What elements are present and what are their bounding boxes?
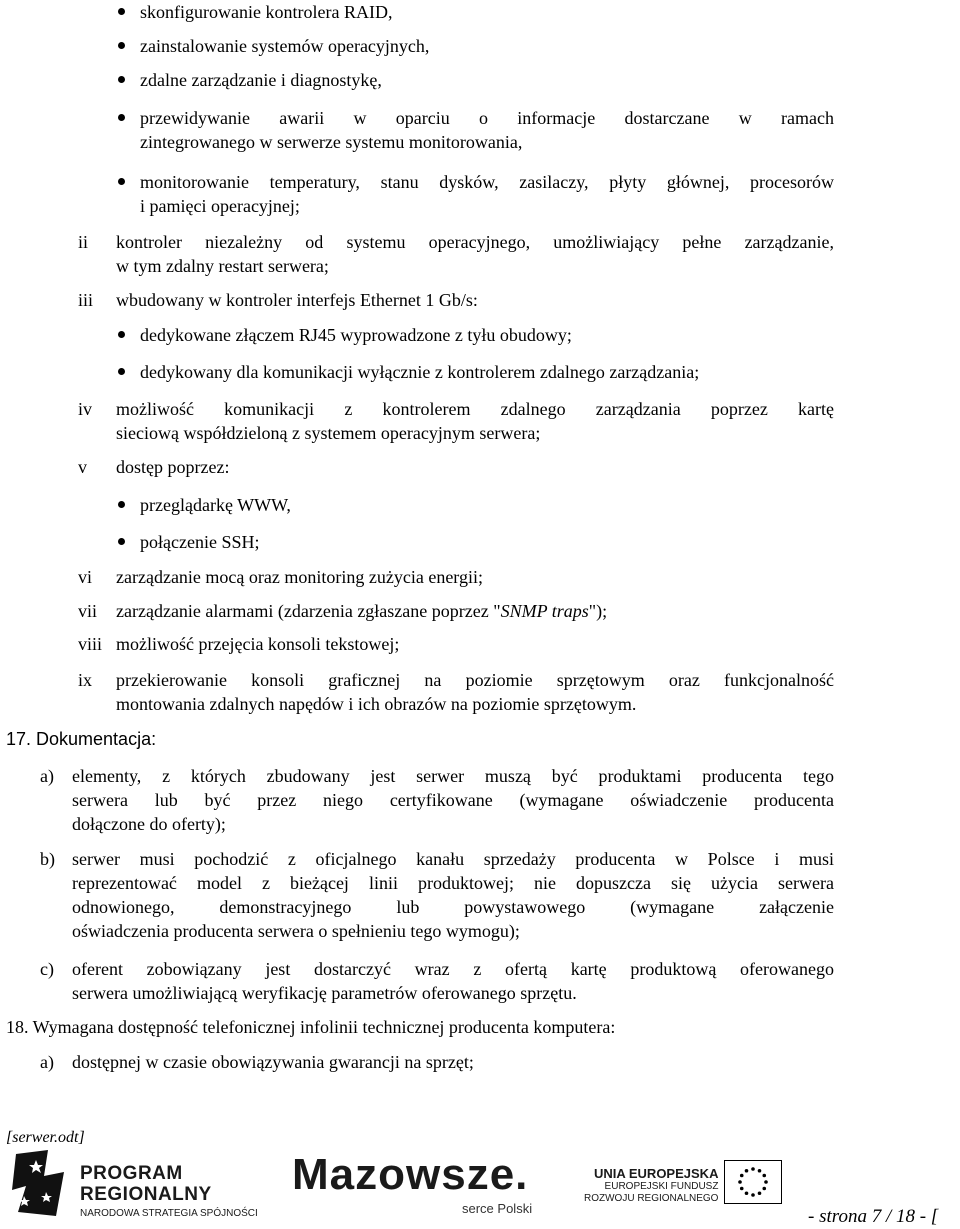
text-line: przewidywanie awarii w oparciu o informacje dostarczane w ramach <box>140 108 834 128</box>
bullet-dot <box>118 76 125 83</box>
text-line: reprezentować model z bieżącej linii produktowej; nie dopuszcza się użycia serwera <box>72 873 834 893</box>
item-marker: c) <box>40 959 54 979</box>
text-line: serwer musi pochodzić z oficjalnego kanału sprzedaży producenta w Polsce i musi <box>72 849 834 869</box>
text-line: monitorowanie temperatury, stanu dysków, zasilaczy, płyty głównej, procesorów <box>140 172 834 192</box>
sub-bullet-item: połączenie SSH; <box>140 532 260 552</box>
text-line: i pamięci operacyjnej; <box>140 196 300 216</box>
mazowsze-tagline: serce Polski <box>462 1201 533 1216</box>
logo-text: UNIA EUROPEJSKA <box>593 1166 719 1181</box>
text-line: zintegrowanego w serwerze systemu monitorowania, <box>140 132 523 152</box>
roman-marker: iii <box>78 290 94 310</box>
eu-star-icon <box>751 1193 755 1197</box>
eu-star-icon <box>762 1174 766 1178</box>
bullet-item <box>140 106 834 154</box>
section-heading: 18. Wymagana dostępność telefonicznej infolinii technicznej producenta komputera: <box>6 1017 616 1037</box>
text-line: możliwość komunikacji z kontrolerem zdalnego zarządzania poprzez kartę <box>116 399 834 419</box>
bullet-dot <box>118 538 125 545</box>
logo-text: PROGRAM <box>80 1163 183 1184</box>
text-line: oświadczenia producenta serwera o spełnieniu tego wymogu); <box>72 921 520 941</box>
bullet-dot <box>118 42 125 49</box>
text-line: w tym zdalny restart serwera; <box>116 256 329 276</box>
footer-filename: [serwer.odt] <box>6 1129 85 1146</box>
mazowsze-logo: Mazowsze. <box>292 1150 529 1199</box>
roman-marker: vi <box>78 567 93 587</box>
program-regionalny-logo-icon <box>8 1146 70 1220</box>
text-line: sieciową współdzieloną z systemem operacyjnym serwera; <box>116 423 541 443</box>
section-heading: 17. Dokumentacja: <box>6 729 157 749</box>
roman-item-iii: wbudowany w kontroler interfejs Ethernet 1 Gb/s: <box>116 290 478 310</box>
roman-item-vi: zarządzanie mocą oraz monitoring zużycia energii; <box>116 567 483 587</box>
text-line: serwera umożliwiającą weryfikację parametrów oferowanego sprzętu. <box>72 983 577 1003</box>
eu-star-icon <box>758 1191 762 1195</box>
roman-item-viii: możliwość przejęcia konsoli tekstowej; <box>116 634 400 654</box>
roman-marker: ii <box>78 232 89 252</box>
roman-marker: iv <box>78 399 93 419</box>
doc-item-a: dostępnej w czasie obowiązywania gwarancji na sprzęt; <box>72 1052 474 1072</box>
logo-text: NARODOWA STRATEGIA SPÓJNOŚCI <box>80 1208 258 1219</box>
text-line: kontroler niezależny od systemu operacyjnego, umożliwiający pełne zarządzanie, <box>116 232 834 252</box>
roman-item-ii <box>116 230 834 278</box>
bullet-item: zdalne zarządzanie i diagnostykę, <box>140 70 382 90</box>
text-line: oferent zobowiązany jest dostarczyć wraz z ofertą kartę produktową oferowanego <box>72 959 834 979</box>
item-marker: a) <box>40 766 54 786</box>
eu-star-icon <box>751 1167 755 1171</box>
eu-star-icon <box>740 1174 744 1178</box>
text-span: "); <box>588 601 608 621</box>
roman-item-vii <box>116 599 607 623</box>
text-line: montowania zdalnych napędów i ich obrazów na poziomie sprzętowym. <box>116 694 637 714</box>
text-line: elementy, z których zbudowany jest serwer muszą być produktami producenta tego <box>72 766 834 786</box>
eu-star-icon <box>740 1187 744 1191</box>
roman-item-v: dostęp poprzez: <box>116 457 230 477</box>
bullet-dot <box>118 331 125 338</box>
roman-marker: vii <box>78 601 98 621</box>
bullet-dot <box>118 501 125 508</box>
roman-marker: v <box>78 457 87 477</box>
sub-bullet-item: dedykowany dla komunikacji wyłącznie z kontrolerem zdalnego zarządzania; <box>140 362 700 382</box>
eu-star-icon <box>762 1187 766 1191</box>
doc-item-c <box>72 957 834 1005</box>
logo-text: ROZWOJU REGIONALNEGO <box>584 1193 719 1204</box>
bullet-item: zainstalowanie systemów operacyjnych, <box>140 36 430 56</box>
item-marker: a) <box>40 1052 54 1072</box>
sub-bullet-item: przeglądarkę WWW, <box>140 495 291 515</box>
text-span: zarządzanie alarmami (zdarzenia zgłaszane poprzez " <box>116 601 501 621</box>
bullet-dot <box>118 368 125 375</box>
doc-item-a <box>72 764 834 836</box>
bullet-item <box>140 170 834 218</box>
text-line: odnowionego, demonstracyjnego lub powystawowego (wymagane załączenie <box>72 897 834 917</box>
program-regionalny-text <box>80 1163 258 1221</box>
text-line: dołączone do oferty); <box>72 814 226 834</box>
logo-text: EUROPEJSKI FUNDUSZ <box>604 1181 719 1192</box>
roman-item-iv <box>116 397 834 445</box>
bullet-dot <box>118 114 125 121</box>
eu-star-icon <box>745 1191 749 1195</box>
eu-star-icon <box>758 1169 762 1173</box>
eu-star-icon <box>745 1169 749 1173</box>
text-line: przekierowanie konsoli graficznej na poziomie sprzętowym oraz funkcjonalność <box>116 670 834 690</box>
eu-logo-text <box>584 1166 718 1205</box>
eu-star-icon <box>738 1180 742 1184</box>
roman-marker: ix <box>78 670 93 690</box>
roman-marker: viii <box>78 634 103 654</box>
eu-flag-icon <box>724 1160 782 1204</box>
roman-item-ix <box>116 668 834 716</box>
item-marker: b) <box>40 849 55 869</box>
text-line: serwera lub być przez niego certyfikowane (wymagane oświadczenie producenta <box>72 790 834 810</box>
page-number: - strona 7 / 18 - [ <box>808 1206 939 1227</box>
logo-text: REGIONALNY <box>80 1184 212 1205</box>
eu-star-icon <box>764 1180 768 1184</box>
bullet-dot <box>118 178 125 185</box>
bullet-dot <box>118 8 125 15</box>
sub-bullet-item: dedykowane złączem RJ45 wyprowadzone z tyłu obudowy; <box>140 325 572 345</box>
text-emphasis: SNMP traps <box>500 601 589 621</box>
bullet-item: skonfigurowanie kontrolera RAID, <box>140 2 393 22</box>
doc-item-b <box>72 847 834 943</box>
